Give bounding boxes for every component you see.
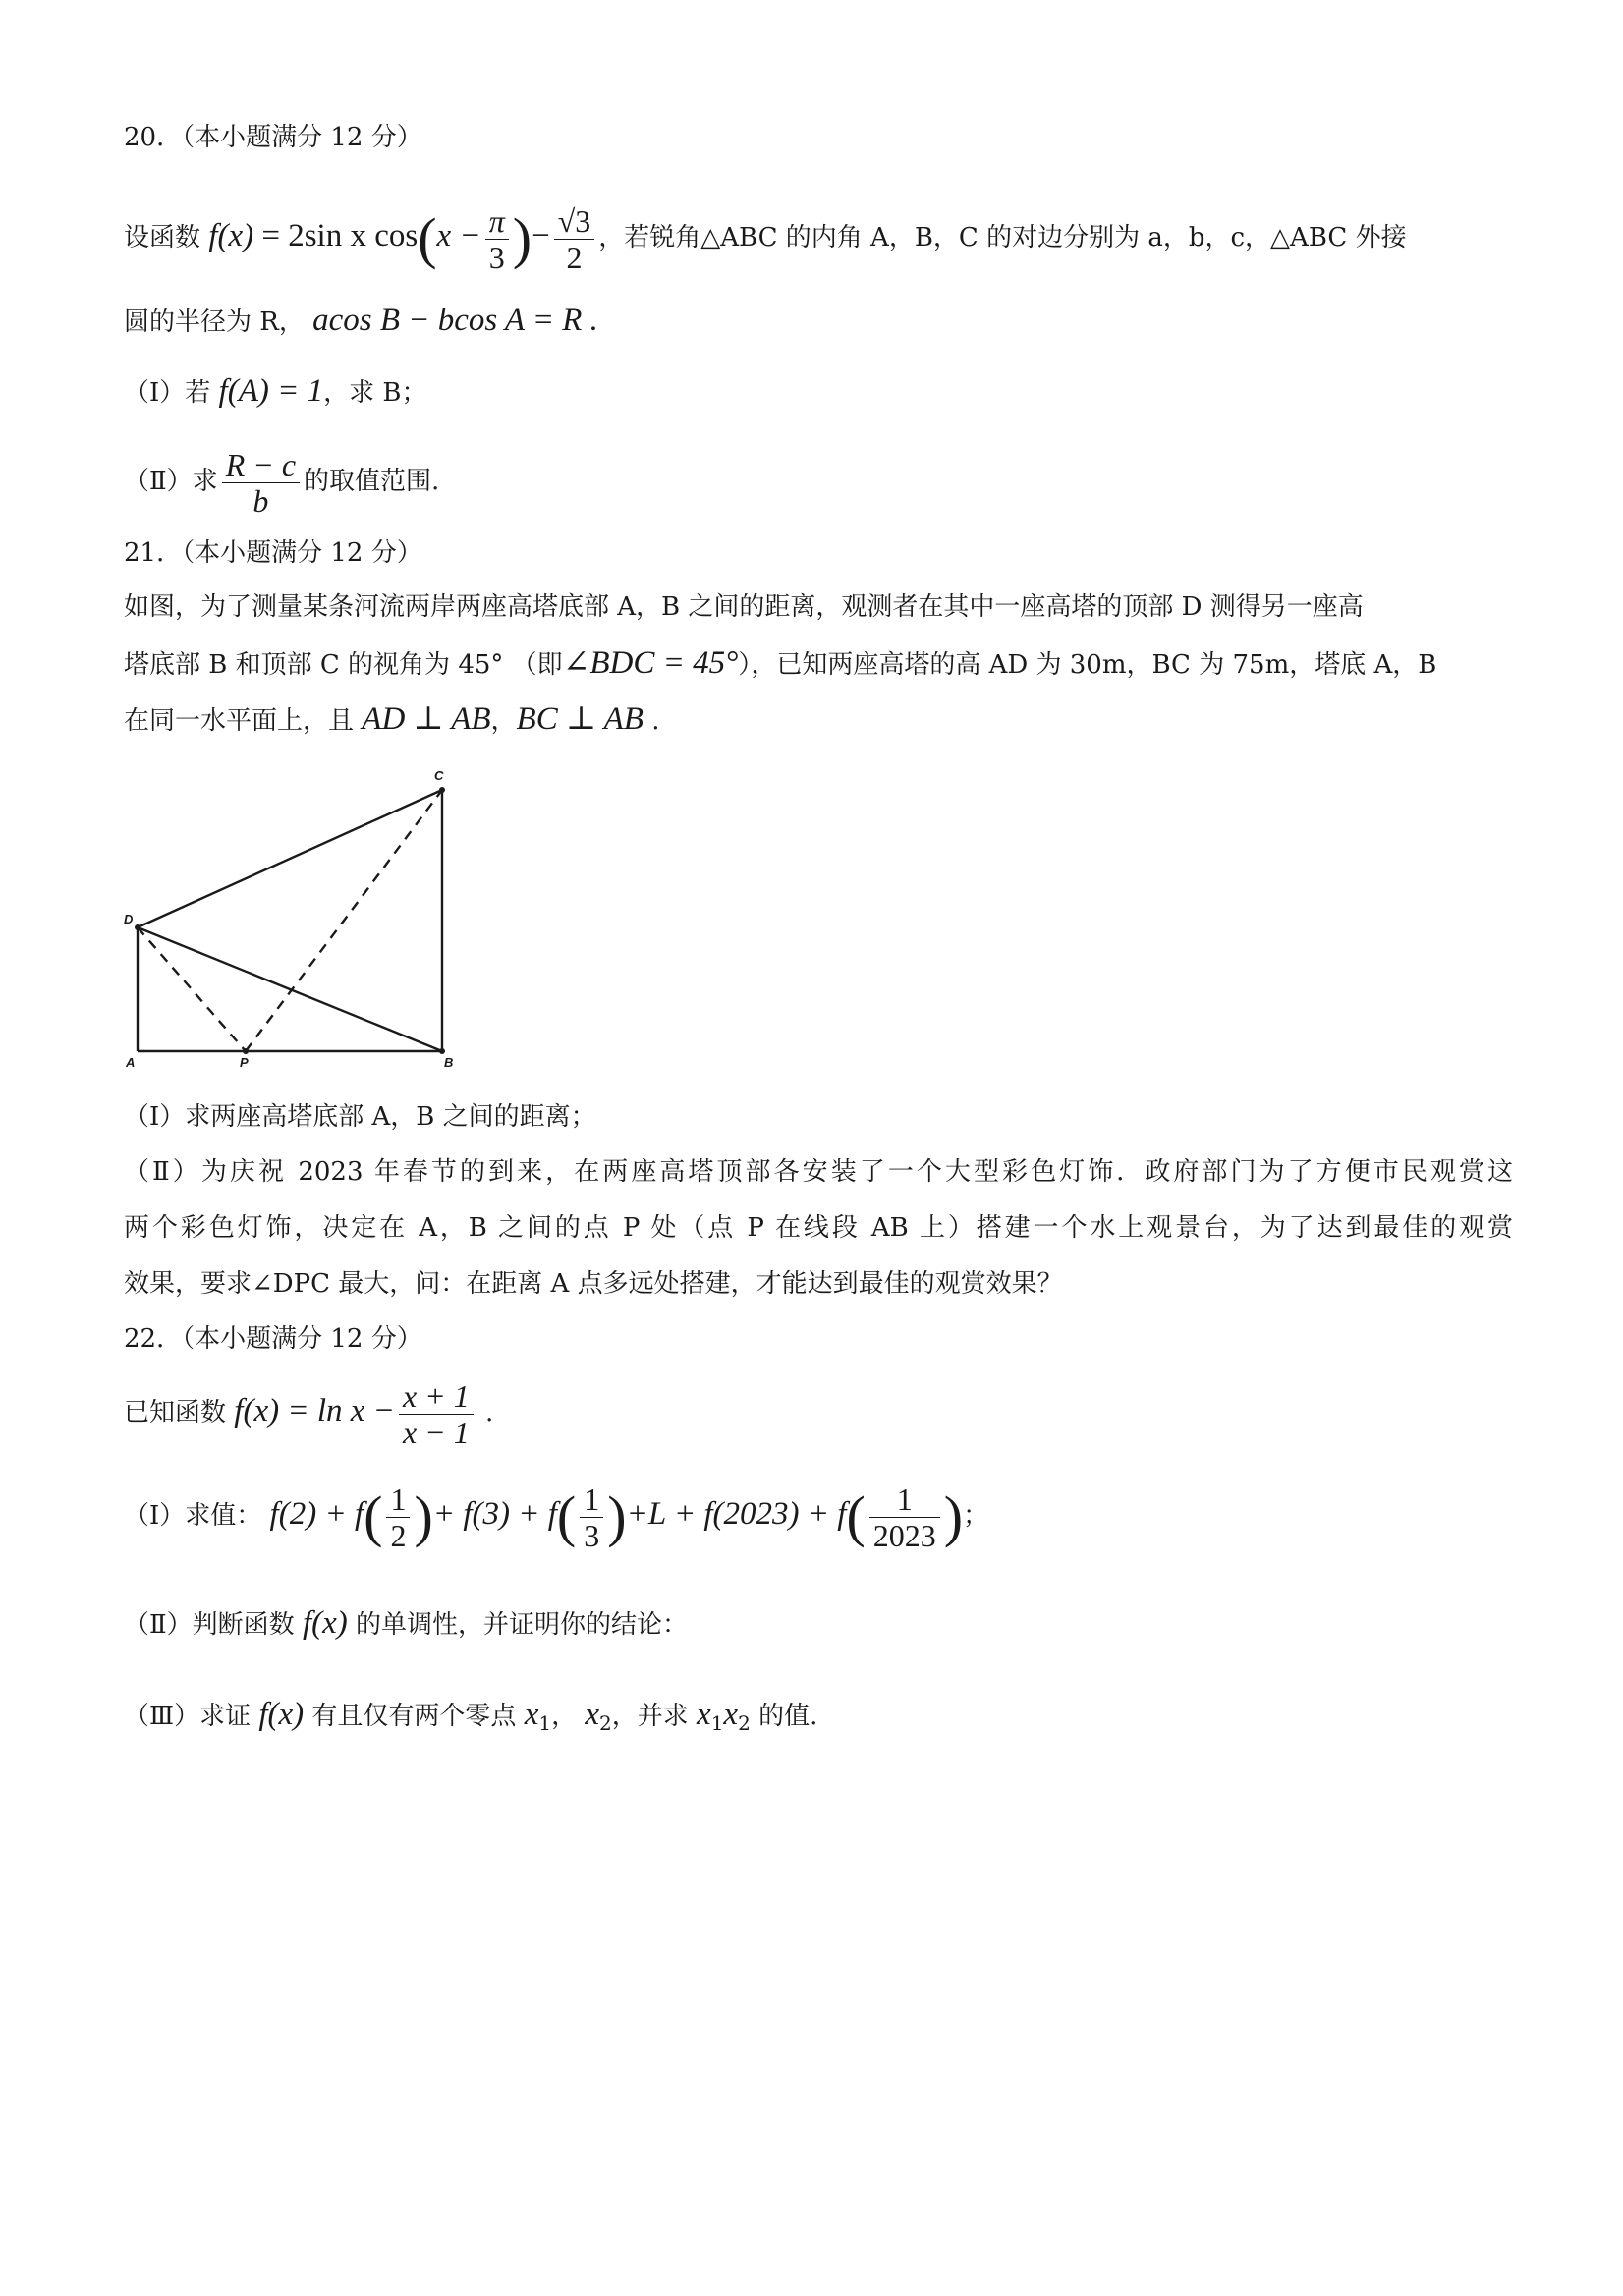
q22-prod-x1-sub: 1 xyxy=(710,1711,724,1735)
q22-rparen-3: ) xyxy=(943,1484,964,1548)
q21-l2-math: ∠BDC = 45° xyxy=(562,645,739,681)
q22-prod-x1: x xyxy=(697,1697,711,1732)
q22-fraction: $\frac{x + 1}{x - 1}$ xyxy=(399,1378,474,1450)
q20-sqrt3-over-2: $\frac{√3}{2}$ xyxy=(554,203,595,275)
point-b xyxy=(439,1048,445,1054)
q20-pi-over-3: $\frac{\pi}{3}$ xyxy=(485,203,509,275)
segment-dp xyxy=(138,927,246,1051)
q22-p3-math: f(x) xyxy=(258,1697,305,1732)
q22-part2 xyxy=(124,1603,1513,1645)
q22-p1-c: +L + f(2023) + f xyxy=(626,1496,847,1532)
q22-p1-label: （Ⅰ）求值： xyxy=(124,1501,262,1531)
q22-x2: x xyxy=(585,1697,600,1732)
q21-header: 21．（本小题满分 12 分） xyxy=(124,538,422,568)
q20-intro-prefix: 设函数 xyxy=(124,223,201,252)
q22-p3-mid: 有且仅有两个零点 xyxy=(311,1702,517,1731)
q20-line2 xyxy=(124,301,1513,342)
q21-part2-line3: 效果，要求∠DPC 最大，问：在距离 A 点多远处搭建，才能达到最佳的观赏效果？ xyxy=(124,1269,1063,1299)
label-c: C xyxy=(434,768,444,783)
point-d xyxy=(135,924,140,930)
q20-p2-fraction: $\frac{R - c}{b}$ xyxy=(222,447,300,519)
q22-frac-third: $\frac{1}{3}$ xyxy=(580,1482,603,1553)
point-p xyxy=(243,1048,249,1054)
q21-part2-line1: （Ⅱ）为庆祝 2023 年春节的到来，在两座高塔顶部各安装了一个大型彩色灯饰．政府部门为了方便市民观赏这 xyxy=(124,1157,1513,1187)
q20-eq1: = 2sin x cos xyxy=(261,218,419,253)
q20-p1-label: （Ⅰ）若 xyxy=(124,378,211,408)
q22-p3-label: （Ⅲ）求证 xyxy=(124,1702,252,1731)
q20-lparen: ( xyxy=(418,206,437,270)
q22-lparen-1: ( xyxy=(364,1484,383,1548)
q22-p2-label: （Ⅱ）判断函数 xyxy=(124,1610,295,1640)
q20-part1 xyxy=(124,371,1513,413)
tower-diagram xyxy=(122,766,476,1071)
q22-p3-mid2: ，并求 xyxy=(611,1702,689,1731)
segment-dc xyxy=(138,790,442,927)
label-d: D xyxy=(124,912,134,926)
q20-line2-text: 圆的半径为 R， xyxy=(124,308,305,337)
q21-l3-sep: ， xyxy=(490,706,517,736)
q22-p3-tail: 的值. xyxy=(758,1702,818,1731)
q21-l3-end: . xyxy=(643,706,660,736)
segment-db xyxy=(138,927,442,1051)
q21-l3-a: 在同一水平面上，且 xyxy=(124,706,355,736)
q20-rparen: ) xyxy=(512,206,532,270)
q22-p3-sep: ， xyxy=(551,1702,578,1731)
q22-p1-a: f(2) + f xyxy=(269,1496,364,1532)
q20-fx: f(x) xyxy=(208,218,254,253)
q22-x2-sub: 2 xyxy=(599,1711,612,1735)
q21-part2-line2: 两个彩色灯饰，决定在 A，B 之间的点 P 处（点 P 在线段 AB 上）搭建一个水上观景台，为了达到最佳的观赏 xyxy=(124,1213,1513,1243)
q22-x1: x xyxy=(524,1697,539,1732)
point-c xyxy=(439,787,445,793)
q21-l3-math2: BC ⊥ AB xyxy=(516,701,644,737)
q22-function-line xyxy=(124,1372,1513,1450)
q22-intro-math: f(x) = ln x − xyxy=(234,1393,395,1428)
q22-intro-end: . xyxy=(476,1398,494,1428)
q21-l2-b: ），已知两座高塔的高 AD 为 30m，BC 为 75m，塔底 A，B xyxy=(738,650,1437,680)
q21-line3 xyxy=(124,700,1513,741)
q20-intro-tail: ，若锐角△ABC 的内角 A，B，C 的对边分别为 a，b，c，△ABC 外接 xyxy=(598,223,1407,252)
q20-p1-tail: ，求 B； xyxy=(323,378,427,408)
q20-line2-math: acos B − bcos A = R . xyxy=(312,303,598,338)
q22-x1-sub: 1 xyxy=(538,1711,552,1735)
q22-intro-prefix: 已知函数 xyxy=(124,1398,227,1428)
q20-function-line xyxy=(124,195,1513,277)
q22-rparen-2: ) xyxy=(607,1484,627,1548)
q21-part1: （Ⅰ）求两座高塔底部 A，B 之间的距离； xyxy=(124,1102,596,1132)
q22-rparen-1: ) xyxy=(414,1484,433,1548)
q21-line1: 如图，为了测量某条河流两岸两座高塔底部 A，B 之间的距离，观测者在其中一座高塔的顶部 D 测得另一座高 xyxy=(124,592,1364,622)
q22-frac-half: $\frac{1}{2}$ xyxy=(386,1482,410,1553)
q21-line2 xyxy=(124,644,1513,685)
q22-header: 22．（本小题满分 12 分） xyxy=(124,1324,422,1354)
q22-part3 xyxy=(124,1695,1513,1743)
q22-p1-end: ； xyxy=(963,1501,989,1531)
q21-l3-math1: AD ⊥ AB xyxy=(362,701,491,737)
q20-minus: − xyxy=(532,218,550,253)
q22-lparen-3: ( xyxy=(846,1484,866,1548)
q21-l2-a: 塔底部 B 和顶部 C 的视角为 45° （即 xyxy=(124,650,563,680)
q20-part2 xyxy=(124,442,1513,521)
q22-prod-x2: x xyxy=(723,1697,739,1732)
q22-p2-tail: 的单调性，并证明你的结论： xyxy=(356,1610,689,1640)
q22-lparen-2: ( xyxy=(556,1484,577,1548)
q20-p2-label: （Ⅱ）求 xyxy=(124,467,218,496)
label-b: B xyxy=(444,1055,454,1070)
q22-part1 xyxy=(124,1471,1513,1557)
q20-inner: x − xyxy=(436,218,481,253)
q20-p1-math: f(A) = 1 xyxy=(218,373,324,409)
q20-header: 20．（本小题满分 12 分） xyxy=(124,123,422,152)
q22-p2-math: f(x) xyxy=(302,1605,348,1641)
q22-frac-2023: $\frac{1}{2023}$ xyxy=(869,1482,940,1553)
tower-figure xyxy=(122,766,476,1075)
q22-prod-x2-sub: 2 xyxy=(738,1711,751,1735)
label-p: P xyxy=(240,1055,249,1070)
q22-p1-b: + f(3) + f xyxy=(432,1496,557,1532)
q20-p2-tail: 的取值范围. xyxy=(304,467,440,496)
label-a: A xyxy=(126,1055,136,1070)
